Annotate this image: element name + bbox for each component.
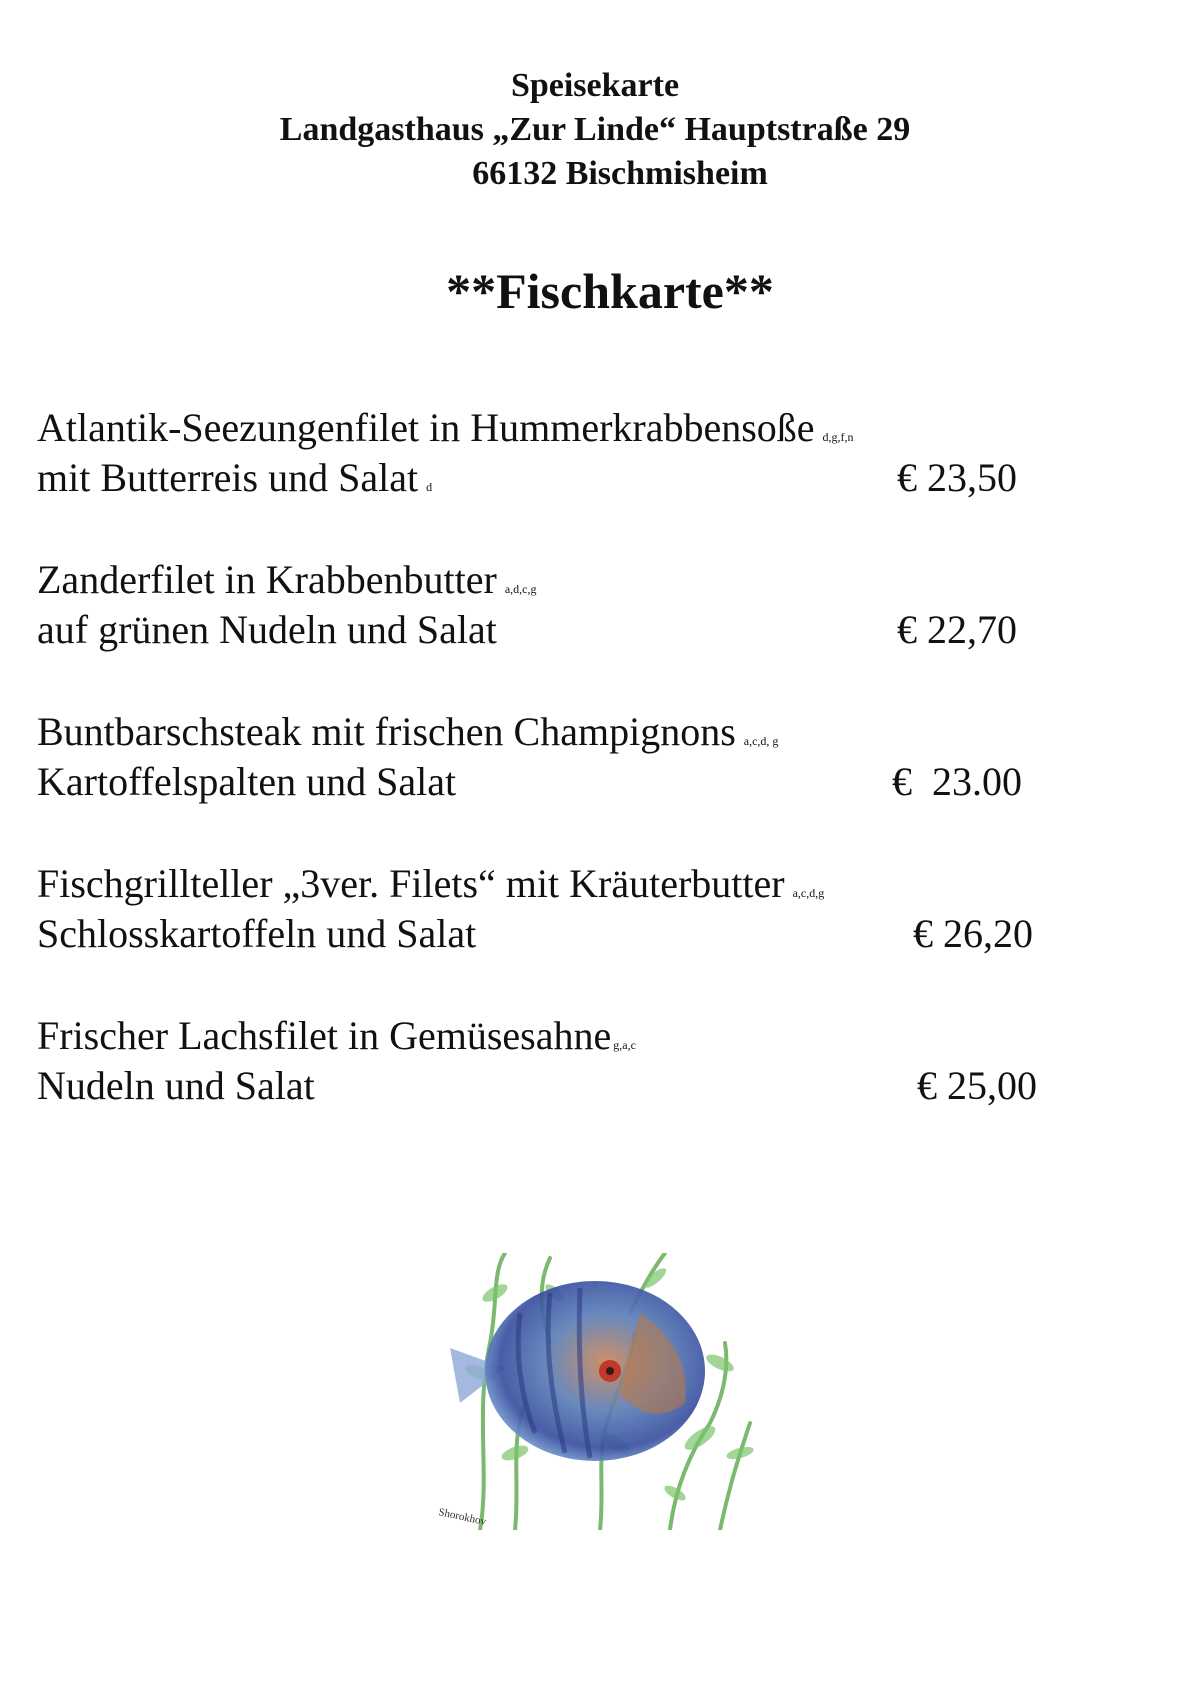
dish-side: mit Butterreis und Salat [37, 455, 419, 500]
list-item [37, 860, 1137, 1012]
dish-name: Fischgrillteller „3ver. Filets“ mit Kräuterbutter [37, 861, 785, 906]
dish-name: Zanderfilet in Krabbenbutter [37, 557, 497, 602]
list-item [37, 556, 1137, 708]
header-title: Speisekarte [510, 67, 680, 104]
restaurant-address: Landgasthaus „Zur Linde“ Hauptstraße 29 [279, 111, 911, 148]
dish-name: Frischer Lachsfilet in Gemüsesahne [37, 1013, 612, 1058]
menu-header [0, 64, 1190, 196]
watercolor-discus-fish-icon [420, 1253, 782, 1530]
list-item [37, 708, 1137, 860]
dish-side: Schlosskartoffeln und Salat [37, 911, 477, 956]
dish-name: Buntbarschsteak mit frischen Champignons [37, 709, 736, 754]
svg-text:Shorokhov: Shorokhov [437, 1506, 488, 1528]
allergen-codes: a,d,c,g [504, 582, 537, 596]
dish-name: Atlantik-Seezungenfilet in Hummerkrabbensoße [37, 405, 815, 450]
list-item [37, 404, 1137, 556]
dish-price: € 26,20 [913, 911, 1033, 956]
dish-side: auf grünen Nudeln und Salat [37, 607, 497, 652]
page-title: **Fischkarte** [446, 263, 774, 319]
dish-price: € 25,00 [917, 1063, 1037, 1108]
allergen-codes: a,c,d,g [792, 886, 825, 900]
dish-price: € 23.00 [892, 759, 1022, 804]
dish-side: Kartoffelspalten und Salat [37, 759, 457, 804]
allergen-codes: a,c,d, g [743, 734, 779, 748]
dish-price: € 22,70 [897, 607, 1017, 652]
list-item [37, 1012, 1137, 1164]
dish-price: € 23,50 [897, 455, 1017, 500]
fish-menu-list [37, 404, 1137, 1164]
allergen-codes: d,g,f,n [822, 430, 854, 444]
restaurant-city: 66132 Bischmisheim [472, 155, 768, 192]
allergen-codes: g,a,c [613, 1038, 636, 1052]
allergen-codes: d [426, 480, 433, 494]
dish-side: Nudeln und Salat [37, 1063, 315, 1108]
